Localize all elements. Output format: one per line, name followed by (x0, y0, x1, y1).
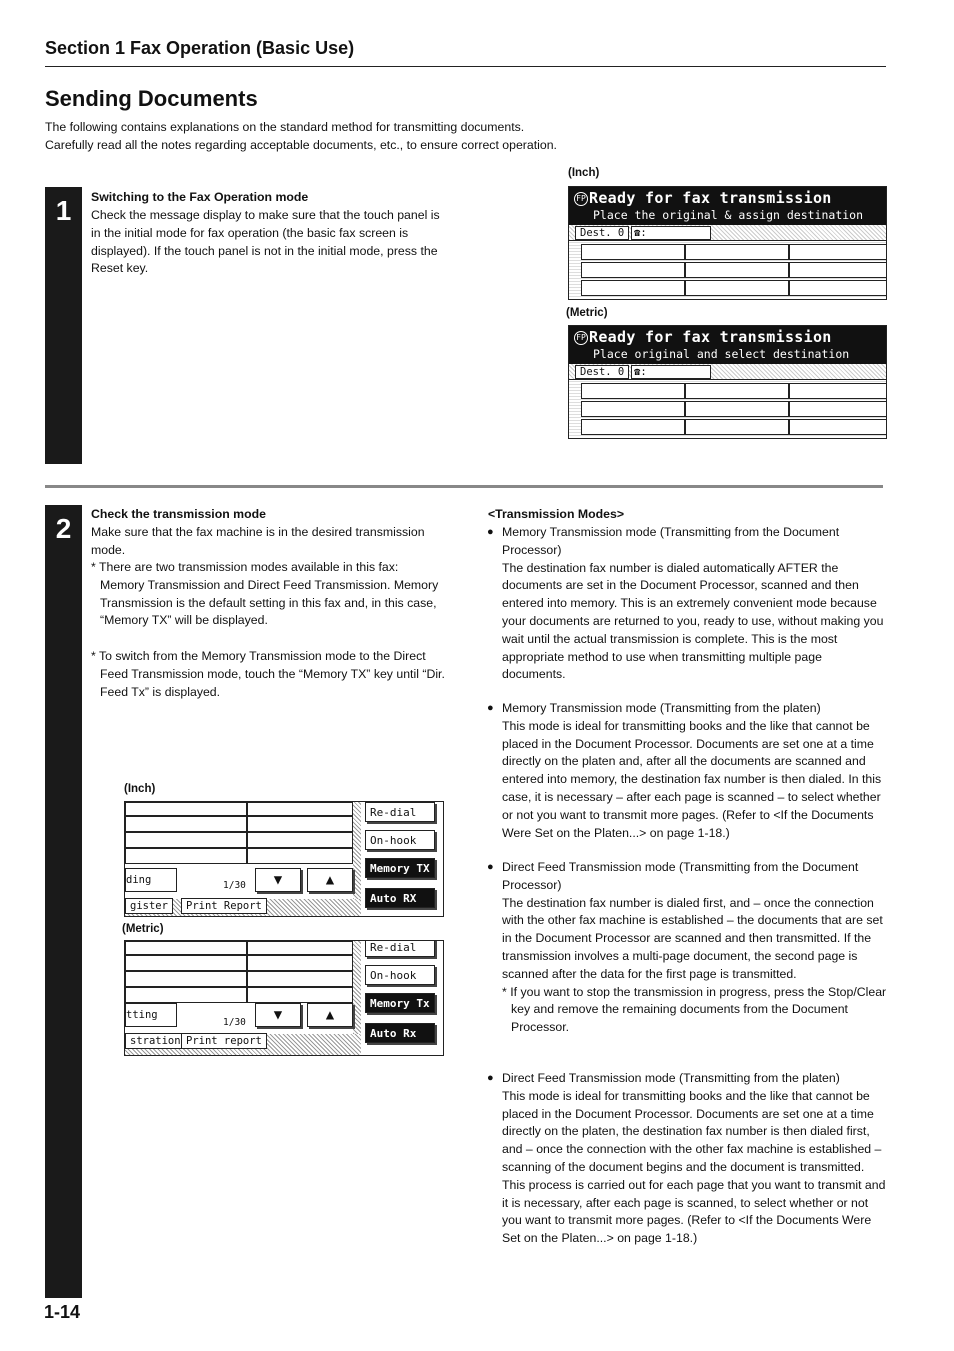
mode-2-body: This mode is ideal for transmitting books and the like that cannot be placed in the Document Processor. Documents are set one at a time directly on the platen and, after all the documents are scanned and entered into memory, the destination fax number is then dialed. In this case, it is necessary – after each page is scanned – to select whether or not you want to transmit more pages. (Refer to <If the Documents Were Set on the Platen...> on page 1-18.) (502, 718, 882, 840)
page-number: 1-14 (44, 1302, 81, 1322)
lcd-panel-inch (568, 186, 887, 300)
left-function-label: tting (126, 1009, 158, 1021)
dest-cell (247, 987, 353, 1003)
auto-rx-button[interactable]: Auto RX (365, 888, 435, 908)
dest-cell (581, 383, 685, 399)
step-2-metric-caption: (Metric) (122, 923, 164, 935)
step-2-bar (45, 505, 82, 1298)
arrow-up-button[interactable] (307, 1003, 353, 1027)
memory-tx-button[interactable]: Memory Tx (365, 993, 435, 1013)
lcd-destination-row (569, 364, 886, 380)
dest-cell (685, 280, 789, 296)
lcd-destination-row (569, 225, 886, 241)
dest-cell (789, 419, 887, 435)
dest-cell (581, 262, 685, 278)
tab-register[interactable]: gister (125, 898, 173, 914)
lcd-subtitle: Place the original & assign destination (593, 208, 864, 222)
step-1-text: Check the message display to make sure that the touch panel is in the initial mode for fax operation (the basic fax screen is displayed). If the touch panel is not in the initial mode, press the Reset key. (91, 208, 440, 276)
dest-cell (125, 802, 247, 816)
mode-1 (502, 524, 888, 684)
mode-4 (502, 1070, 888, 1248)
header-rule (45, 66, 886, 67)
dest-cell (789, 262, 887, 278)
dest-cell (247, 848, 353, 864)
mode-4-title: ● Direct Feed Transmission mode (Transmitting from the platen) (502, 1070, 888, 1088)
dest-cell (247, 971, 353, 987)
page-title: Sending Documents (45, 86, 258, 111)
dest-cell (789, 244, 887, 260)
lcd-title: Ready for fax transmission (589, 328, 832, 346)
destination-grid (569, 380, 886, 436)
dest-count: Dest. 0 (575, 365, 629, 379)
tab-print-report[interactable]: Print Report (181, 898, 267, 914)
arrow-down-icon: ▼ (273, 872, 283, 888)
redial-button[interactable]: Re-dial (365, 940, 435, 957)
dest-cell (685, 262, 789, 278)
mode-3 (502, 859, 888, 1037)
lcd-header (569, 187, 886, 225)
mode-2 (502, 700, 888, 842)
phone-field: ☎: (631, 226, 711, 240)
lcd-panel-metric (568, 325, 887, 439)
dest-cell (125, 941, 247, 955)
dest-cell (685, 383, 789, 399)
fax-icon: FP (574, 192, 588, 206)
fax-icon: FP (574, 331, 588, 345)
dest-cell (125, 987, 247, 1003)
dest-cell (247, 941, 353, 955)
arrow-down-button[interactable] (255, 1003, 301, 1027)
left-function-button[interactable] (125, 868, 177, 892)
lcd-header (569, 326, 886, 364)
dest-cell (581, 280, 685, 296)
left-function-button[interactable] (125, 1003, 177, 1027)
dest-count: Dest. 0 (575, 226, 629, 240)
step-2-heading: Check the transmission mode (91, 507, 266, 521)
dest-cell (125, 955, 247, 971)
dest-cell (125, 832, 247, 848)
tab-registration[interactable]: stration (125, 1033, 186, 1049)
intro-text: The following contains explanations on the standard method for transmitting documents. Carefully read all the notes regarding acceptable documents, etc., to ensure correct operation. (45, 120, 557, 152)
arrow-down-icon: ▼ (273, 1007, 283, 1023)
mode-3-note: * If you want to stop the transmission in progress, press the Stop/Clear key and remove the remaining documents from the Document Processor. (502, 984, 887, 1035)
auto-rx-button[interactable]: Auto Rx (365, 1023, 435, 1043)
memory-tx-button[interactable]: Memory TX (365, 858, 435, 878)
dest-cell (125, 816, 247, 832)
mode-2-title: ● Memory Transmission mode (Transmitting from the platen) (502, 700, 888, 718)
step-2-text: Make sure that the fax machine is in the desired transmission mode. (91, 525, 425, 557)
dest-cell (247, 816, 353, 832)
step-divider (45, 485, 883, 488)
left-function-label: ding (126, 874, 152, 886)
step-2-note-1: * There are two transmission modes available in this fax: Memory Transmission and Direct Feed Transmission. Memory Transmission is the default setting in this fax and, in this case, “Memory TX” will be displayed. (91, 560, 439, 628)
dest-cell (581, 401, 685, 417)
step-1-inch-caption: (Inch) (568, 167, 600, 179)
touch-panel-inch (124, 801, 444, 917)
mode-4-body-2: This process is carried out for each page that you want to transmit and it is necessary, after each page is scanned, to select whether or not you want to transmit more pages. (Refer to <If the Documents Were Set on the Platen...> on page 1-18.) (502, 1177, 886, 1246)
arrow-up-button[interactable] (307, 868, 353, 892)
dest-cell (685, 419, 789, 435)
mode-1-title: ● Memory Transmission mode (Transmitting from the Document Processor) (502, 524, 888, 560)
lcd-title: Ready for fax transmission (589, 189, 832, 207)
step-1-bar (45, 187, 82, 464)
mode-4-body: This mode is ideal for transmitting books and the like that cannot be placed in the Document Processor. Documents are set one at a time directly on the platen, the destination fax number is then dialed first, and – once the connection with the other fax machine is established – scanning of the document begins and the document is transmitted. (502, 1088, 882, 1174)
mode-1-body: The destination fax number is dialed automatically AFTER the documents are set in the Document Processor, scanned and then entered into memory. This is an extremely convenient mode because your documents are returned to you, ready to use, without making you wait until the actual transmission is complete. This is the most appropriate method to use when transmitting multiple page documents. (502, 560, 884, 682)
page-indicator: 1/30 (223, 880, 246, 891)
dest-cell (789, 401, 887, 417)
touch-panel-metric (124, 940, 444, 1056)
tab-print-report[interactable]: Print report (181, 1033, 267, 1049)
dest-cell (125, 971, 247, 987)
phone-field: ☎: (631, 365, 711, 379)
step-2-inch-caption: (Inch) (124, 783, 156, 795)
arrow-up-icon: ▲ (325, 872, 335, 888)
mode-3-body: The destination fax number is dialed first, and – once the connection with the other fax machine is established – the documents that are set in the Document Processor are scanned and then transmitted. If the transmission involves a multi-page document, the second page is scanned after the data for the first page is transmitted. (502, 895, 883, 981)
dest-cell (685, 401, 789, 417)
dest-cell (581, 244, 685, 260)
dest-cell (247, 832, 353, 848)
onhook-button[interactable]: On-hook (365, 830, 435, 850)
dest-cell (789, 280, 887, 296)
dest-cell (685, 244, 789, 260)
step-2-number: 2 (55, 513, 72, 544)
dest-cell (247, 802, 353, 816)
step-1-heading: Switching to the Fax Operation mode (91, 190, 309, 204)
arrow-down-button[interactable] (255, 868, 301, 892)
page-indicator: 1/30 (223, 1017, 246, 1028)
dest-cell (247, 955, 353, 971)
dest-cell (581, 419, 685, 435)
dest-cell (789, 383, 887, 399)
step-2-note-2: * To switch from the Memory Transmission mode to the Direct Feed Transmission mode, touch the “Memory TX” key until “Dir. Feed Tx” is displayed. (91, 649, 445, 699)
dest-cell (125, 848, 247, 864)
onhook-button[interactable]: On-hook (365, 965, 435, 985)
destination-grid (569, 241, 886, 297)
modes-heading: <Transmission Modes> (488, 507, 624, 521)
lcd-subtitle: Place original and select destination (593, 347, 850, 361)
mode-3-title: ● Direct Feed Transmission mode (Transmitting from the Document Processor) (502, 859, 888, 895)
section-title: Section 1 Fax Operation (Basic Use) (45, 38, 355, 58)
step-1-metric-caption: (Metric) (566, 307, 608, 319)
step-1-number: 1 (55, 195, 72, 226)
redial-button[interactable]: Re-dial (365, 802, 435, 822)
arrow-up-icon: ▲ (325, 1007, 335, 1023)
